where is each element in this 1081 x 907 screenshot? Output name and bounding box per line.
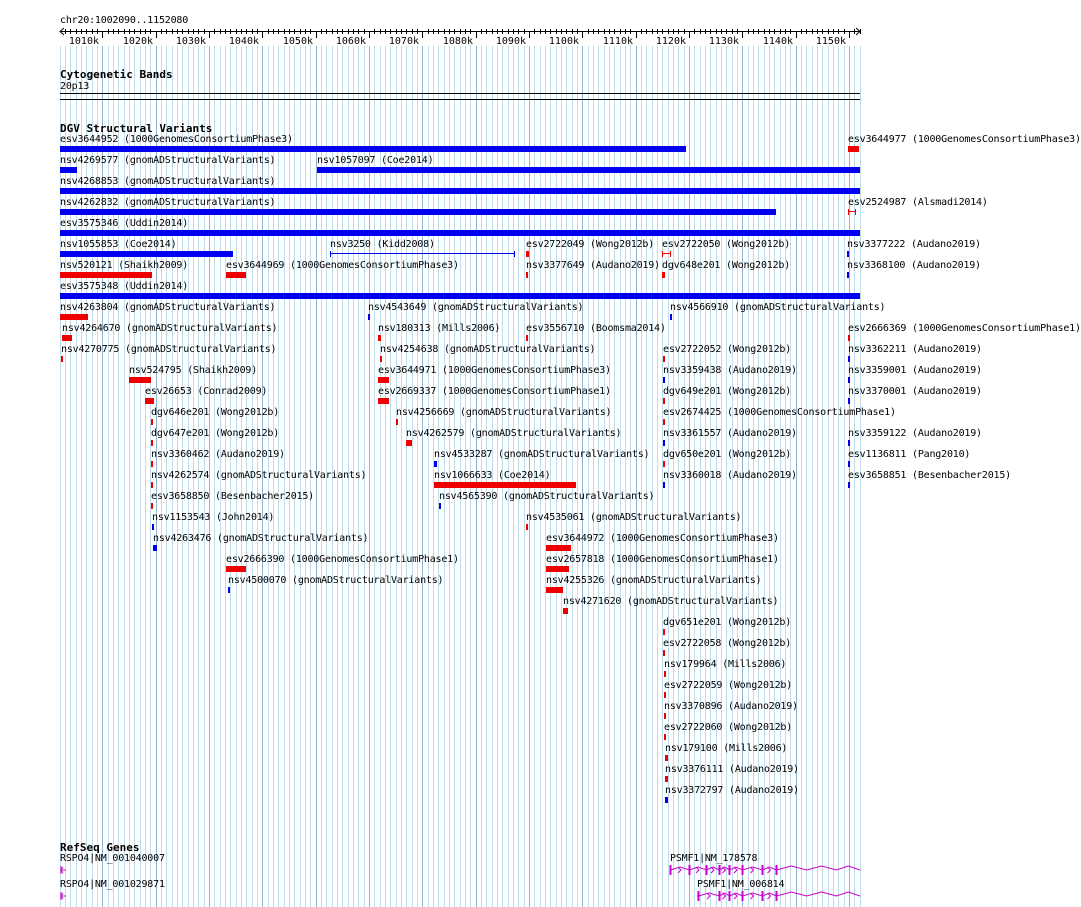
variant-label[interactable]: esv3644972 (1000GenomesConsortiumPhase3)	[546, 533, 779, 544]
variant-label[interactable]: nsv1055853 (Coe2014)	[60, 239, 177, 250]
variant-feature[interactable]	[663, 629, 665, 635]
variant-label[interactable]: dgv646e201 (Wong2012b)	[151, 407, 280, 418]
variant-feature[interactable]	[526, 335, 528, 341]
variant-feature[interactable]	[663, 356, 665, 362]
strand-arrow-icon	[711, 867, 714, 873]
variant-label[interactable]: nsv3370001 (Audano2019)	[848, 386, 982, 397]
variant-label[interactable]: esv2666390 (1000GenomesConsortiumPhase1)	[226, 554, 459, 565]
variant-feature[interactable]	[526, 251, 529, 257]
variant-feature[interactable]	[129, 377, 151, 383]
variant-label[interactable]: nsv179964 (Mills2006)	[664, 659, 787, 670]
ruler-tick-label: 1080k	[442, 36, 473, 47]
variant-label[interactable]: nsv3360018 (Audano2019)	[663, 470, 797, 481]
variant-label[interactable]: nsv4543649 (gnomADStructuralVariants)	[368, 302, 584, 313]
variant-feature[interactable]	[60, 146, 686, 152]
variant-feature[interactable]	[60, 188, 860, 194]
ruler-tick-label: 1060k	[335, 36, 366, 47]
variant-feature-line	[849, 211, 855, 212]
variant-feature[interactable]	[60, 167, 77, 173]
variant-label[interactable]: nsv524795 (Shaikh2009)	[129, 365, 258, 376]
variant-label[interactable]: nsv3250 (Kidd2008)	[330, 239, 435, 250]
variant-feature[interactable]	[228, 587, 230, 593]
variant-label[interactable]: nsv1057097 (Coe2014)	[317, 155, 434, 166]
variant-feature[interactable]	[848, 209, 856, 215]
gene-intron-line	[697, 892, 860, 896]
variant-label[interactable]: nsv4262579 (gnomADStructuralVariants)	[406, 428, 622, 439]
variant-feature[interactable]	[663, 419, 665, 425]
variant-feature[interactable]	[848, 461, 850, 467]
variant-feature[interactable]	[145, 398, 154, 404]
variant-label[interactable]: esv2657818 (1000GenomesConsortiumPhase1)	[546, 554, 779, 565]
variant-feature[interactable]	[670, 314, 672, 320]
variant-label[interactable]: nsv1066633 (Coe2014)	[434, 470, 551, 481]
variant-feature[interactable]	[226, 272, 246, 278]
variant-label[interactable]: dgv647e201 (Wong2012b)	[151, 428, 280, 439]
variant-feature[interactable]	[663, 482, 665, 488]
variant-feature[interactable]	[662, 272, 665, 278]
variant-feature[interactable]	[848, 482, 850, 488]
variant-feature[interactable]	[60, 293, 860, 299]
strand-arrow-icon	[751, 867, 754, 873]
variant-label[interactable]: nsv4254638 (gnomADStructuralVariants)	[380, 344, 596, 355]
variant-feature[interactable]	[664, 671, 666, 677]
variant-feature[interactable]	[378, 335, 381, 341]
variant-label[interactable]: esv3556710 (Boomsma2014)	[526, 323, 666, 334]
variant-label[interactable]: esv2722058 (Wong2012b)	[663, 638, 792, 649]
variant-feature[interactable]	[663, 461, 665, 467]
strand-arrow-icon	[768, 893, 771, 899]
variant-feature-line	[663, 253, 670, 254]
variant-feature[interactable]	[61, 356, 63, 362]
variant-label[interactable]: esv2722060 (Wong2012b)	[664, 722, 793, 733]
strand-arrow-icon	[751, 893, 754, 899]
ruler-tick-label: 1100k	[548, 36, 579, 47]
variant-label[interactable]: nsv4535061 (gnomADStructuralVariants)	[526, 512, 742, 523]
ruler-tick-label: 1130k	[708, 36, 739, 47]
variant-label[interactable]: nsv3361557 (Audano2019)	[663, 428, 797, 439]
variant-feature[interactable]	[406, 440, 412, 446]
variant-feature[interactable]	[378, 377, 389, 383]
variant-feature[interactable]	[663, 377, 665, 383]
variant-feature[interactable]	[380, 356, 382, 362]
cytoband-track-title: Cytogenetic Bands	[60, 68, 173, 81]
variant-label[interactable]: esv3644971 (1000GenomesConsortiumPhase3)	[378, 365, 611, 376]
variant-feature[interactable]	[664, 692, 666, 698]
variant-label[interactable]: nsv3359438 (Audano2019)	[663, 365, 797, 376]
variant-label[interactable]: nsv4268853 (gnomADStructuralVariants)	[60, 176, 276, 187]
ruler-tick-label: 1150k	[815, 36, 846, 47]
variant-label[interactable]: nsv179100 (Mills2006)	[665, 743, 788, 754]
variant-feature[interactable]	[664, 734, 666, 740]
variant-feature[interactable]	[563, 608, 568, 614]
variant-feature[interactable]	[378, 398, 389, 404]
variant-feature-line	[331, 253, 514, 254]
variant-label[interactable]: esv2722059 (Wong2012b)	[664, 680, 793, 691]
variant-label[interactable]: esv26653 (Conrad2009)	[145, 386, 268, 397]
variant-feature[interactable]	[62, 335, 72, 341]
gene-model[interactable]	[0, 890, 890, 904]
variant-feature[interactable]	[439, 503, 441, 509]
variant-label[interactable]: esv3658851 (Besenbacher2015)	[848, 470, 1011, 481]
variant-label[interactable]: nsv4566910 (gnomADStructuralVariants)	[670, 302, 886, 313]
variant-label[interactable]: esv2722050 (Wong2012b)	[662, 239, 791, 250]
variant-label[interactable]: dgv648e201 (Wong2012b)	[662, 260, 791, 271]
variant-label[interactable]: esv3644977 (1000GenomesConsortiumPhase3)	[848, 134, 1081, 145]
variant-label[interactable]: nsv4271620 (gnomADStructuralVariants)	[563, 596, 779, 607]
variant-feature[interactable]	[526, 272, 528, 278]
variant-feature[interactable]	[546, 566, 569, 572]
variant-label[interactable]: dgv651e201 (Wong2012b)	[663, 617, 792, 628]
variant-feature[interactable]	[665, 776, 668, 782]
strand-arrow-icon	[696, 867, 699, 873]
variant-label[interactable]: nsv4500070 (gnomADStructuralVariants)	[228, 575, 444, 586]
ruler-tick-label: 1120k	[655, 36, 686, 47]
variant-feature[interactable]	[151, 503, 153, 509]
variant-label[interactable]: nsv3368100 (Audano2019)	[847, 260, 981, 271]
variant-label[interactable]: nsv3360462 (Audano2019)	[151, 449, 285, 460]
variant-label[interactable]: dgv649e201 (Wong2012b)	[663, 386, 792, 397]
variant-label[interactable]: nsv4263804 (gnomADStructuralVariants)	[60, 302, 276, 313]
variant-feature[interactable]	[847, 251, 849, 257]
variant-label[interactable]: nsv4255326 (gnomADStructuralVariants)	[546, 575, 762, 586]
ruler-tick-label: 1020k	[122, 36, 153, 47]
ruler-tick-label: 1030k	[175, 36, 206, 47]
variant-feature[interactable]	[664, 713, 666, 719]
variant-label[interactable]: nsv4262574 (gnomADStructuralVariants)	[151, 470, 367, 481]
variant-feature[interactable]	[151, 482, 153, 488]
variant-label[interactable]: esv2666369 (1000GenomesConsortiumPhase1)	[848, 323, 1081, 334]
variant-feature[interactable]	[848, 335, 850, 341]
variant-label[interactable]: esv2669337 (1000GenomesConsortiumPhase1)	[378, 386, 611, 397]
strand-arrow-icon	[734, 867, 737, 873]
variant-feature[interactable]	[662, 251, 671, 257]
variant-label[interactable]: nsv4533287 (gnomADStructuralVariants)	[434, 449, 650, 460]
variant-label[interactable]: nsv3372797 (Audano2019)	[665, 785, 799, 796]
variant-feature[interactable]	[848, 377, 850, 383]
variant-feature[interactable]	[317, 167, 860, 173]
variant-label[interactable]: esv3644969 (1000GenomesConsortiumPhase3)	[226, 260, 459, 271]
variant-label[interactable]: nsv180313 (Mills2006)	[378, 323, 501, 334]
variant-label[interactable]: nsv3376111 (Audano2019)	[665, 764, 799, 775]
variant-feature[interactable]	[665, 797, 668, 803]
gene-label[interactable]: PSMF1|NM_006814	[697, 879, 785, 890]
gene-label[interactable]: RSPO4|NM_001029871	[60, 879, 165, 890]
variant-feature[interactable]	[848, 356, 850, 362]
variant-label[interactable]: nsv3359122 (Audano2019)	[848, 428, 982, 439]
variant-label[interactable]: esv2722049 (Wong2012b)	[526, 239, 655, 250]
variant-label[interactable]: nsv520121 (Shaikh2009)	[60, 260, 189, 271]
variant-feature[interactable]	[847, 272, 849, 278]
ruler-tick-label: 1040k	[228, 36, 259, 47]
variant-label[interactable]: esv2722052 (Wong2012b)	[663, 344, 792, 355]
variant-feature[interactable]	[434, 461, 437, 467]
variant-label[interactable]: nsv3370896 (Audano2019)	[664, 701, 798, 712]
variant-label[interactable]: esv3575348 (Uddin2014)	[60, 281, 189, 292]
variant-feature[interactable]	[546, 587, 563, 593]
variant-label[interactable]: nsv4263476 (gnomADStructuralVariants)	[153, 533, 369, 544]
strand-arrow-icon	[678, 867, 681, 873]
variant-feature[interactable]	[663, 650, 665, 656]
variant-label[interactable]: nsv4565390 (gnomADStructuralVariants)	[439, 491, 655, 502]
variant-feature[interactable]	[151, 440, 153, 446]
ruler-tick-label: 1110k	[602, 36, 633, 47]
variant-label[interactable]: nsv4264670 (gnomADStructuralVariants)	[62, 323, 278, 334]
variant-label[interactable]: esv2524987 (Alsmadi2014)	[848, 197, 988, 208]
variant-feature[interactable]	[663, 440, 665, 446]
ruler-tick-label: 1050k	[282, 36, 313, 47]
gene-model[interactable]	[0, 864, 890, 878]
variant-label[interactable]: esv2674425 (1000GenomesConsortiumPhase1)	[663, 407, 896, 418]
gene-label[interactable]: RSPO4|NM_001040007	[60, 853, 165, 864]
variant-feature[interactable]	[663, 398, 665, 404]
strand-arrow-icon	[707, 893, 710, 899]
variant-feature[interactable]	[526, 524, 528, 530]
variant-feature[interactable]	[60, 230, 860, 236]
variant-feature[interactable]	[848, 146, 859, 152]
variant-feature[interactable]	[434, 482, 576, 488]
variant-feature[interactable]	[848, 398, 850, 404]
variant-label[interactable]: esv1136811 (Pang2010)	[848, 449, 971, 460]
variant-label[interactable]: esv3575346 (Uddin2014)	[60, 218, 189, 229]
variant-label[interactable]: esv3644952 (1000GenomesConsortiumPhase3)	[60, 134, 293, 145]
variant-label[interactable]: nsv3377649 (Audano2019)	[526, 260, 660, 271]
variant-feature[interactable]	[330, 251, 515, 257]
dgv-track-title: DGV Structural Variants	[60, 122, 213, 135]
variant-label[interactable]: nsv3362211 (Audano2019)	[848, 344, 982, 355]
variant-feature[interactable]	[153, 545, 157, 551]
cytoband-label: 20p13	[60, 81, 90, 92]
variant-label[interactable]: nsv4270775 (gnomADStructuralVariants)	[61, 344, 277, 355]
refseq-track-title: RefSeq Genes	[60, 841, 140, 854]
strand-arrow-icon	[768, 867, 771, 873]
gene-label[interactable]: PSMF1|NM_178578	[670, 853, 758, 864]
ruler-tick-label: 1140k	[762, 36, 793, 47]
ruler-tick-label: 1010k	[68, 36, 99, 47]
variant-label[interactable]: nsv4262832 (gnomADStructuralVariants)	[60, 197, 276, 208]
variant-feature[interactable]	[60, 272, 152, 278]
variant-feature[interactable]	[60, 209, 776, 215]
variant-feature[interactable]	[151, 461, 153, 467]
variant-feature[interactable]	[152, 524, 154, 530]
variant-feature[interactable]	[60, 251, 233, 257]
variant-feature[interactable]	[60, 314, 88, 320]
variant-feature[interactable]	[396, 419, 398, 425]
variant-feature[interactable]	[368, 314, 370, 320]
variant-label[interactable]: nsv4256669 (gnomADStructuralVariants)	[396, 407, 612, 418]
variant-feature[interactable]	[546, 545, 571, 551]
variant-label[interactable]: nsv4269577 (gnomADStructuralVariants)	[60, 155, 276, 166]
strand-arrow-icon	[734, 893, 737, 899]
variant-feature[interactable]	[848, 440, 850, 446]
variant-label[interactable]: dgv650e201 (Wong2012b)	[663, 449, 792, 460]
locus-label: chr20:1002090..1152080	[60, 15, 189, 26]
variant-feature[interactable]	[151, 419, 153, 425]
variant-feature[interactable]	[665, 755, 668, 761]
ruler-tick-label: 1090k	[495, 36, 526, 47]
variant-label[interactable]: nsv1153543 (John2014)	[152, 512, 275, 523]
variant-feature[interactable]	[226, 566, 246, 572]
variant-label[interactable]: esv3658850 (Besenbacher2015)	[151, 491, 314, 502]
ruler-tick-label: 1070k	[388, 36, 419, 47]
variant-label[interactable]: nsv3377222 (Audano2019)	[847, 239, 981, 250]
variant-label[interactable]: nsv3359001 (Audano2019)	[848, 365, 982, 376]
